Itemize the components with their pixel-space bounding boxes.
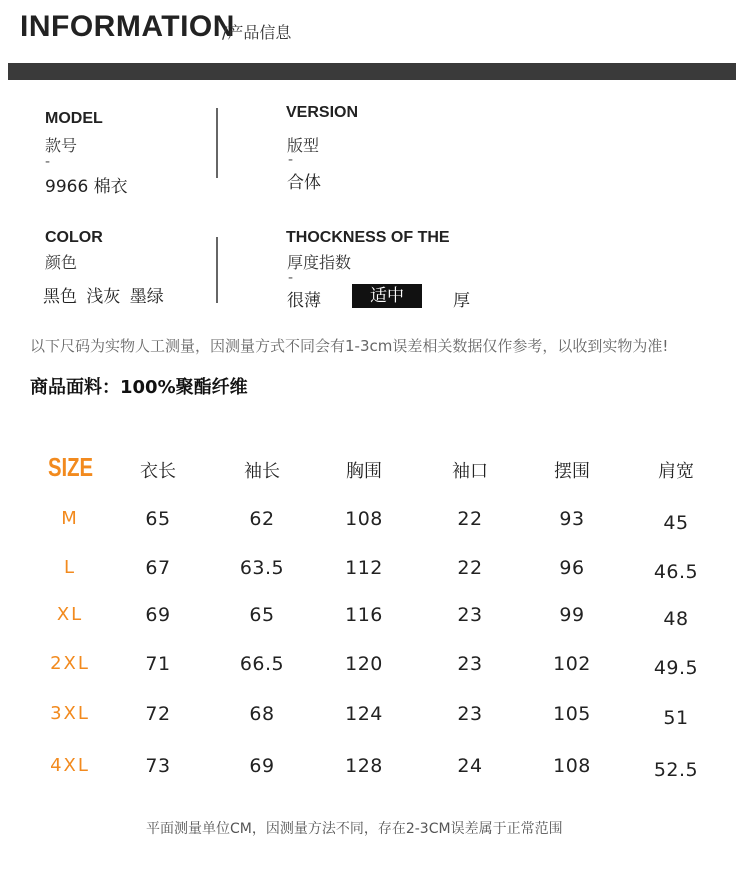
footnote: 平面测量单位CM，因测量方法不同，存在2-3CM误差属于正常范围	[146, 821, 563, 837]
version-dash: -	[288, 152, 294, 168]
column-header: 袖口	[452, 461, 488, 482]
table-cell: 108	[553, 755, 591, 777]
table-cell: 68	[249, 703, 275, 725]
column-header: 衣长	[140, 461, 176, 482]
model-label-cn: 款号	[45, 136, 78, 155]
table-cell: 65	[249, 604, 275, 626]
thickness-dash: -	[288, 270, 294, 286]
page-title: INFORMATION	[20, 10, 235, 43]
table-cell: 67	[145, 557, 171, 579]
info-divider	[216, 237, 218, 303]
color-value: 黑色 浅灰 墨绿	[43, 287, 164, 307]
table-cell: 116	[345, 604, 383, 626]
column-header: 摆围	[554, 461, 590, 482]
table-cell: 22	[457, 508, 483, 530]
table-cell: 102	[553, 653, 591, 675]
column-header: 肩宽	[658, 461, 694, 482]
version-label-en: VERSION	[286, 104, 359, 121]
measurement-note: 以下尺码为实物人工测量，因测量方式不同会有1-3cm误差相关数据仅作参考，以收到实物为准!	[30, 337, 669, 355]
thickness-option-medium-selected: 适中	[352, 284, 422, 308]
row-size-label: XL	[56, 604, 84, 625]
table-cell: 72	[145, 703, 171, 725]
table-cell: 120	[345, 653, 383, 675]
table-cell: 45	[663, 512, 689, 534]
model-label-en: MODEL	[45, 110, 103, 127]
color-label-en: COLOR	[45, 229, 103, 246]
table-cell: 65	[145, 508, 171, 530]
table-cell: 105	[553, 703, 591, 725]
table-cell: 63.5	[239, 557, 285, 579]
thickness-label-cn: 厚度指数	[287, 253, 352, 272]
table-cell: 108	[345, 508, 383, 530]
table-cell: 23	[457, 703, 483, 725]
table-cell: 51	[663, 707, 689, 729]
table-cell: 46.5	[653, 561, 699, 583]
table-cell: 66.5	[239, 653, 285, 675]
table-cell: 128	[345, 755, 383, 777]
table-cell: 93	[559, 508, 585, 530]
page-subtitle: /产品信息	[222, 23, 292, 42]
table-cell: 71	[145, 653, 171, 675]
fabric-info: 商品面料：100%聚酯纤维	[30, 377, 248, 398]
info-divider	[216, 108, 218, 178]
table-cell: 23	[457, 653, 483, 675]
table-cell: 69	[249, 755, 275, 777]
size-header: SIZE	[48, 452, 94, 482]
model-value: 9966 棉衣	[45, 177, 128, 197]
table-cell: 69	[145, 604, 171, 626]
table-cell: 24	[457, 755, 483, 777]
thickness-option-thin: 很薄	[287, 291, 321, 311]
table-cell: 23	[457, 604, 483, 626]
table-cell: 112	[345, 557, 383, 579]
row-size-label: 3XL	[50, 703, 90, 724]
table-cell: 62	[249, 508, 275, 530]
color-label-cn: 颜色	[45, 253, 78, 272]
row-size-label: M	[61, 508, 79, 529]
model-dash: -	[45, 154, 51, 170]
table-cell: 22	[457, 557, 483, 579]
table-cell: 99	[559, 604, 585, 626]
row-size-label: 4XL	[50, 755, 90, 776]
thickness-option-thick: 厚	[453, 291, 470, 311]
row-size-label: 2XL	[50, 653, 90, 674]
table-cell: 48	[663, 608, 689, 630]
table-cell: 124	[345, 703, 383, 725]
thickness-label-en: THOCKNESS OF THE	[286, 229, 450, 246]
column-header: 胸围	[346, 461, 382, 482]
table-cell: 73	[145, 755, 171, 777]
version-value: 合体	[287, 173, 321, 193]
table-cell: 49.5	[653, 657, 699, 679]
column-header: 袖长	[244, 461, 280, 482]
table-cell: 52.5	[653, 759, 699, 781]
row-size-label: L	[63, 557, 77, 578]
header-divider-bar	[8, 63, 736, 80]
table-cell: 96	[559, 557, 585, 579]
version-label-cn: 版型	[287, 136, 320, 155]
